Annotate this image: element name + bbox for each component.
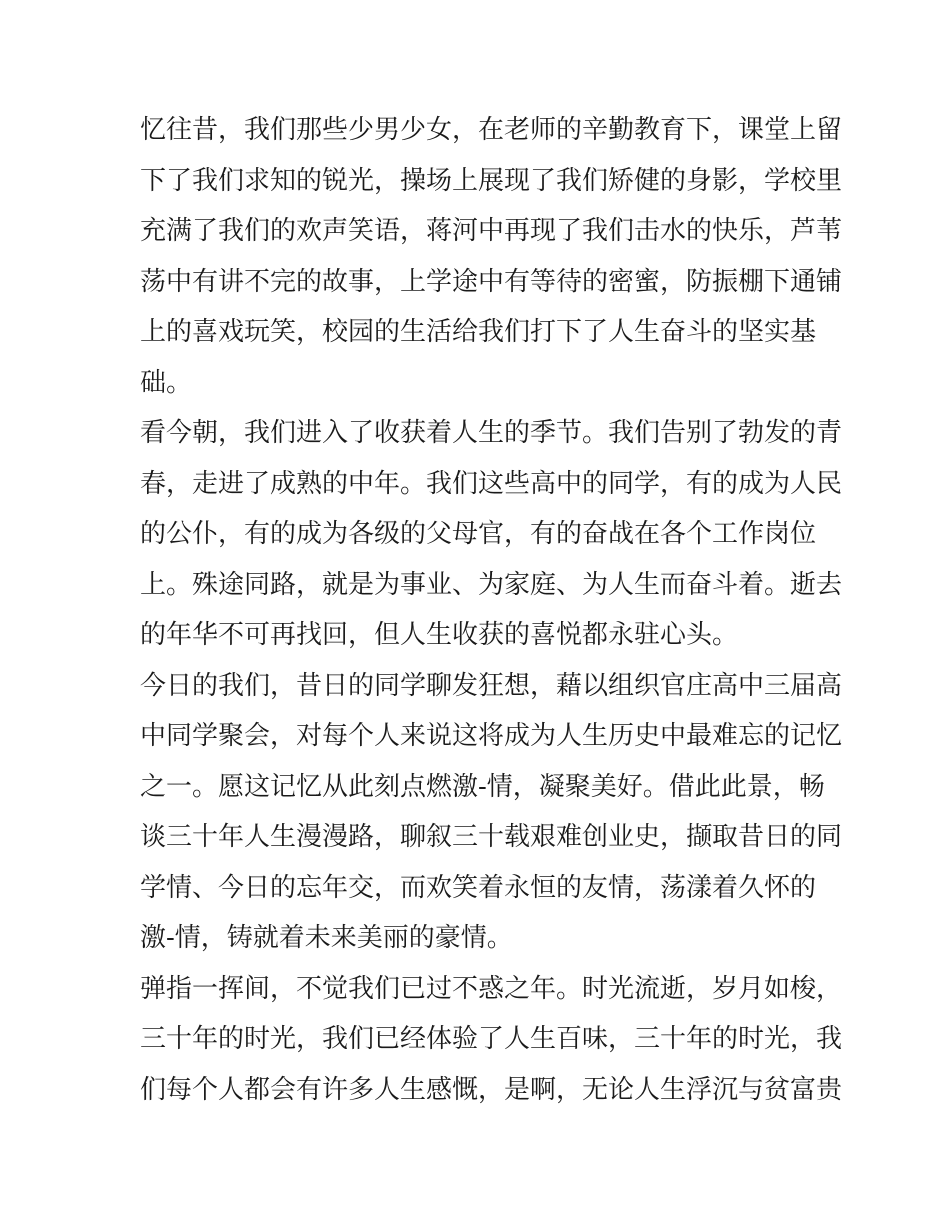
text-line: 激-情，铸就着未来美丽的豪情。 <box>140 923 513 953</box>
text-line: 春，走进了成熟的中年。我们这些高中的同学，有的成为人民 <box>140 468 843 499</box>
text-line: 忆往昔，我们那些少男少女，在老师的辛勤教育下，课堂上留 <box>140 115 843 145</box>
text-line: 们每个人都会有许多人生感慨，是啊，无论人生浮沉与贫富贵 <box>140 1074 843 1105</box>
text-line: 今日的我们，昔日的同学聊发狂想，藉以组织官庄高中三届高 <box>140 670 843 701</box>
text-line: 的公仆，有的成为各级的父母官，有的奋战在各个工作岗位 <box>140 519 817 549</box>
paragraph-4 <box>140 964 843 1116</box>
paragraph-1 <box>140 105 843 408</box>
text-line: 之一。愿这记忆从此刻点燃激-情，凝聚美好。借此此景，畅 <box>140 771 825 802</box>
text-line: 充满了我们的欢声笑语，蒋河中再现了我们击水的快乐，芦苇 <box>140 216 843 246</box>
text-line: 谈三十年人生漫漫路，聊叙三十载艰难创业史，撷取昔日的同 <box>140 822 843 852</box>
text-line: 的年华不可再找回，但人生收获的喜悦都永驻心头。 <box>140 620 739 650</box>
text-line: 弹指一挥间，不觉我们已过不惑之年。时光流逝，岁月如梭， <box>140 973 843 1004</box>
text-line: 看今朝，我们进入了收获着人生的季节。我们告别了勃发的青 <box>140 418 843 448</box>
text-line: 学情、今日的忘年交，而欢笑着永恒的友情，荡漾着久怀的 <box>140 872 817 903</box>
text-line: 三十年的时光，我们已经体验了人生百味，三十年的时光，我 <box>140 1024 843 1054</box>
text-line: 础。 <box>140 367 193 398</box>
paragraph-3 <box>140 661 843 964</box>
text-line: 中同学聚会，对每个人来说这将成为人生历史中最难忘的记忆 <box>140 721 843 751</box>
text-line: 荡中有讲不完的故事，上学途中有等待的密蜜，防振棚下通铺 <box>140 266 843 297</box>
text-line: 上的喜戏玩笑，校园的生活给我们打下了人生奋斗的坚实基 <box>140 317 817 347</box>
document-body <box>140 105 843 1115</box>
paragraph-2 <box>140 408 843 661</box>
text-line: 下了我们求知的锐光，操场上展现了我们矫健的身影，学校里 <box>140 165 843 196</box>
text-line: 上。殊途同路，就是为事业、为家庭、为人生而奋斗着。逝去 <box>140 569 843 600</box>
